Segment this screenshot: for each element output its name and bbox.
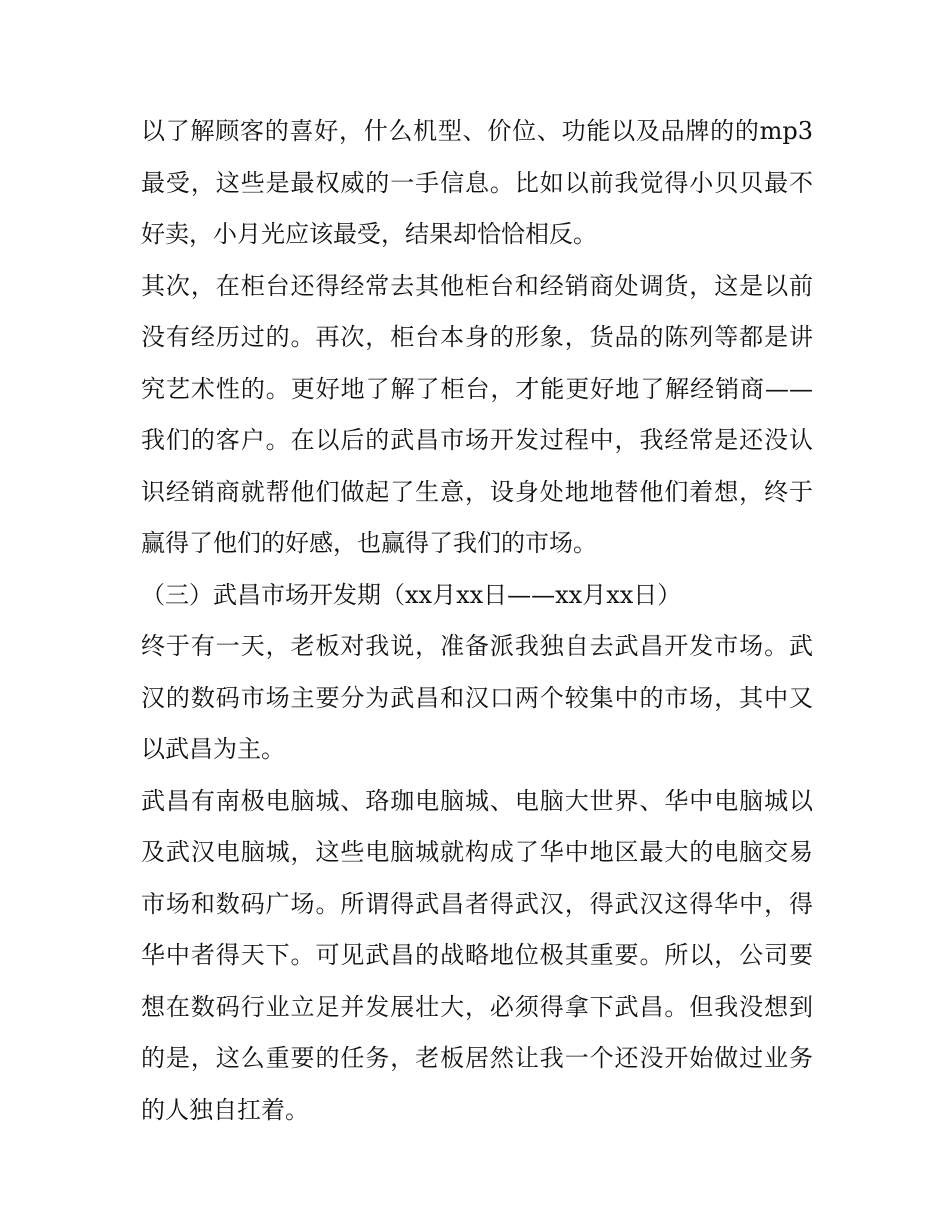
text-line-16: 市场和数码广场。所谓得武昌者得武汉，得武汉这得华中，得 (141, 889, 813, 918)
text-line-3: 好卖，小月光应该最受，结果却恰恰相反。 (141, 220, 597, 248)
text-line-1: 以了解顾客的喜好，什么机型、价位、功能以及品牌的的mp3 (141, 117, 813, 145)
text-line-5: 没有经历过的。再次，柜台本身的形象，货品的陈列等都是讲 (141, 323, 813, 351)
text-line-13: 以武昌为主。 (141, 735, 285, 763)
text-line-18: 想在数码行业立足并发展壮大，必须得拿下武昌。但我没想到 (141, 992, 813, 1021)
text-line-4: 其次，在柜台还得经常去其他柜台和经销商处调货，这是以前 (141, 271, 813, 300)
section-heading: （三）武昌市场开发期（xx月xx日——xx月xx日） (141, 580, 682, 609)
text-line-20: 的人独自扛着。 (141, 1095, 309, 1124)
text-line-2: 最受，这些是最权威的一手信息。比如以前我觉得小贝贝最不 (141, 168, 813, 197)
text-line-8: 识经销商就帮他们做起了生意，设身处地地替他们着想，终于 (141, 477, 813, 506)
text-line-17: 华中者得天下。可见武昌的战略地位极其重要。所以，公司要 (141, 941, 813, 969)
document-body (141, 106, 813, 1136)
text-line-6: 究艺术性的。更好地了解了柜台，才能更好地了解经销商—— (141, 374, 813, 403)
text-line-14: 武昌有南极电脑城、珞珈电脑城、电脑大世界、华中电脑城以 (141, 786, 813, 815)
text-line-15: 及武汉电脑城，这些电脑城就构成了华中地区最大的电脑交易 (141, 838, 813, 866)
text-line-11: 终于有一天，老板对我说，准备派我独自去武昌开发市场。武 (141, 632, 813, 660)
text-line-12: 汉的数码市场主要分为武昌和汉口两个较集中的市场，其中又 (141, 683, 813, 712)
text-line-9: 赢得了他们的好感，也赢得了我们的市场。 (141, 529, 597, 557)
text-line-7: 我们的客户。在以后的武昌市场开发过程中，我经常是还没认 (141, 426, 813, 454)
text-line-19: 的是，这么重要的任务，老板居然让我一个还没开始做过业务 (141, 1044, 813, 1072)
